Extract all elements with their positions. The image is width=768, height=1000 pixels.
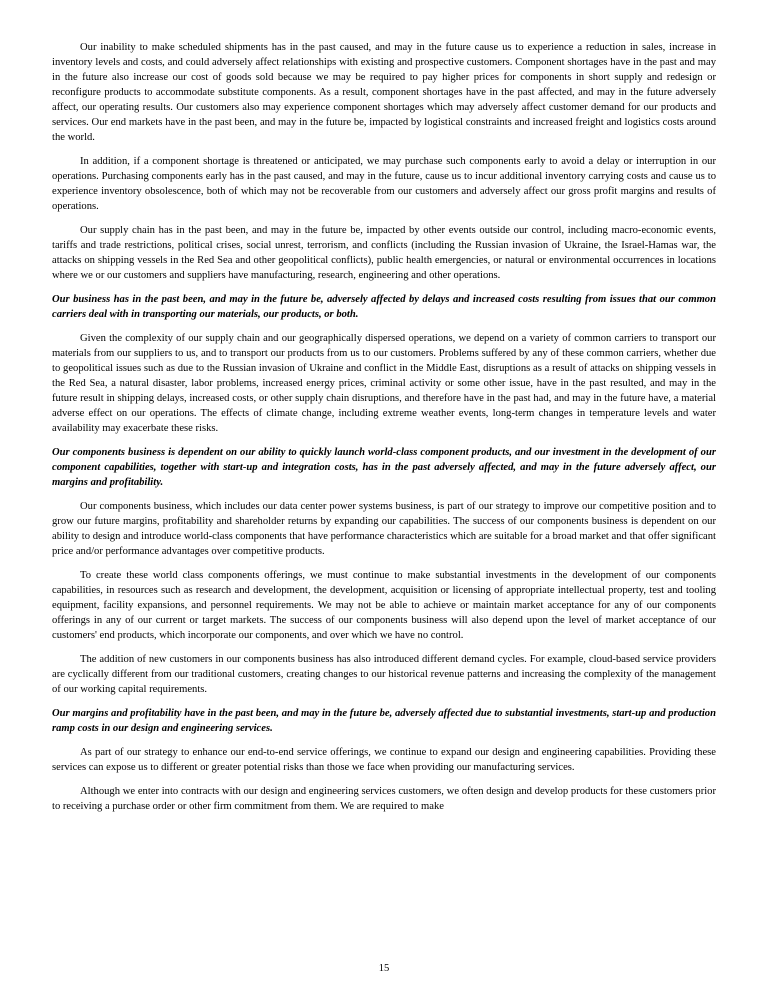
paragraph: Our supply chain has in the past been, and may in the future be, impacted by other events outside our control, including macro-economic events, tariffs and trade restrictions, political crises, social unrest, terrorism, and conflicts (including the Russian invasion of Ukraine, the Israel-Hamas war, the attacks on shipping vessels in the Red Sea and other geopolitical conflicts), public health emergencies, or natural or environmental occurrences in locations where we or our customers and suppliers have manufacturing, research, engineering and other operations.: [52, 225, 716, 281]
risk-factor-heading: Our margins and profitability have in the past been, and may in the future be, adversely affected due to substantial investments, start-up and production ramp costs in our design and engineering services.: [52, 708, 716, 734]
document-body: [52, 40, 716, 814]
risk-factor-heading: Our business has in the past been, and may in the future be, adversely affected by delays and increased costs resulting from issues that our common carriers deal with in transporting our materials, our products, or both.: [52, 294, 716, 320]
risk-factor-heading: Our components business is dependent on our ability to quickly launch world-class component products, and our investment in the development of our component capabilities, together with start-up and integration costs, has in the past adversely affected, and may in the future adversely affect, our margins and profitability.: [52, 447, 716, 488]
paragraph: Our components business, which includes our data center power systems business, is part of our strategy to improve our competitive position and to grow our future margins, profitability and shareholder returns by expanding our capabilities. The success of our components business is dependent on our ability to design and introduce world-class components that have performance characteristics which are suitable for a broad market and that offer significant price and/or performance advantages over competitive products.: [52, 501, 716, 557]
paragraph: As part of our strategy to enhance our end-to-end service offerings, we continue to expand our design and engineering capabilities. Providing these services can expose us to different or greater potential risks than those we face when providing our manufacturing services.: [52, 747, 716, 773]
paragraph: Our inability to make scheduled shipments has in the past caused, and may in the future cause us to experience a reduction in sales, increase in inventory levels and costs, and could adversely affect relationships with existing and prospective customers. Component shortages have in the past and may in the future also increase our cost of goods sold because we may be required to pay higher prices for components in short supply and redesign or reconfigure products to accommodate substitute components. As a result, component shortages have in the past affected, and may in the future adversely affect, our operating results. Our customers also may experience component shortages which may adversely affect customer demand for our products and services. Our end markets have in the past been, and may in the future be, impacted by logistical constraints and increased freight and logistics costs around the world.: [52, 42, 716, 143]
paragraph: The addition of new customers in our components business has also introduced different demand cycles. For example, cloud-based service providers are cyclically different from our traditional customers, creating changes to our historical revenue patterns and increasing the complexity of the management of our working capital requirements.: [52, 654, 716, 695]
page-number: 15: [378, 963, 390, 974]
paragraph: Given the complexity of our supply chain and our geographically dispersed operations, we depend on a variety of common carriers to transport our materials from our suppliers to us, and to transport our products from us to our customers. Problems suffered by any of these common carriers, whether due to geopolitical issues such as due to the Russian invasion of Ukraine and conflict in the Middle East, disruptions as a result of attacks on shipping vessels in the Red Sea, a natural disaster, labor problems, increased energy prices, criminal activity or some other issue, have in the past resulted, and may in the future result in shipping delays, increased costs, or other supply chain disruptions, and therefore have in the past had, and may in the future have, a material adverse effect on our operations. The effects of climate change, including extreme weather events, long-term changes in temperature levels and water availability may exacerbate these risks.: [52, 333, 716, 434]
paragraph: To create these world class components offerings, we must continue to make substantial investments in the development of our components capabilities, in resources such as research and development, the development, acquisition or licensing of appropriate intellectual property, test and tooling equipment, facility expansions, and personnel requirements. We may not be able to achieve or maintain market acceptance for any of our components offerings in any of our current or target markets. The success of our components business will also depend upon the level of market acceptance of our customers' end products, which incorporate our components, and over which we have no control.: [52, 570, 716, 641]
paragraph: In addition, if a component shortage is threatened or anticipated, we may purchase such components early to avoid a delay or interruption in our operations. Purchasing components early has in the past caused, and may in the future, cause us to incur additional inventory carrying costs and cause us to experience inventory obsolescence, both of which may not be recoverable from our customers and adversely affect our gross profit margins and results of operations.: [52, 156, 716, 212]
paragraph: Although we enter into contracts with our design and engineering services customers, we often design and develop products for these customers prior to receiving a purchase order or other firm commitment from them. We are required to make: [52, 786, 716, 812]
